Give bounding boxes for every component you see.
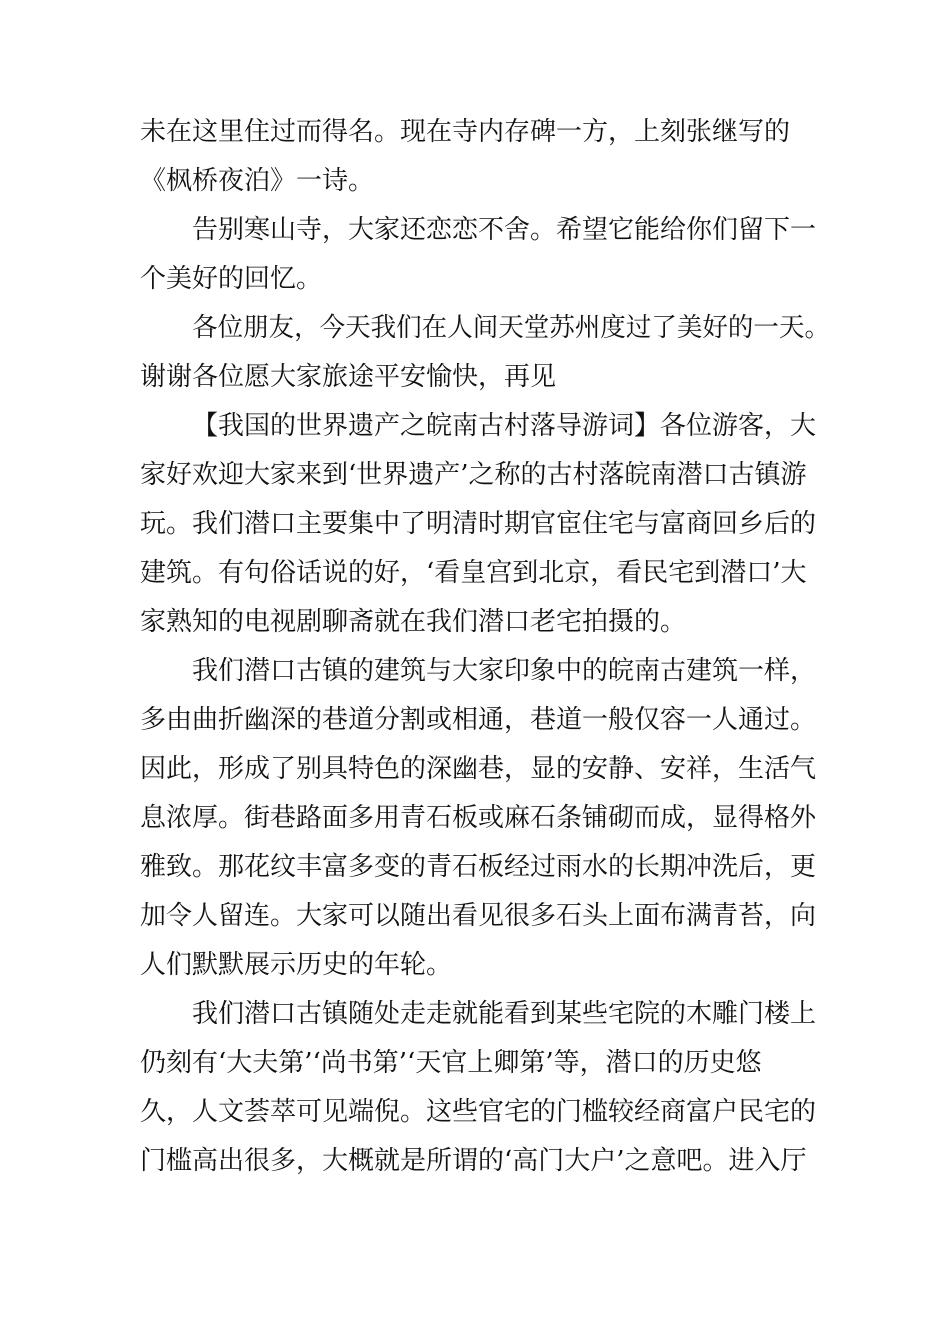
text-line: 各位朋友，今天我们在人间天堂苏州度过了美好的一天。 [192,313,830,343]
text-line: 建筑。有句俗话说的好，‘看皇宫到北京，看民宅到潜口’大 [140,558,807,588]
text-line: 人们默默展示历史的年轮。 [140,950,453,980]
text-line: 息浓厚。街巷路面多用青石板或麻石条铺砌而成，显得格外 [140,803,817,833]
text-line: 我们潜口古镇的建筑与大家印象中的皖南古建筑一样， [192,656,817,686]
text-line: 我们潜口古镇随处走走就能看到某些宅院的木雕门楼上 [192,999,817,1029]
text-line: 门槛高出很多，大概就是所谓的‘高门大户’之意吧。进入厅 [140,1146,807,1176]
text-line: 谢谢各位愿大家旅途平安愉快，再见 [140,362,557,392]
text-line: 《枫桥夜泊》一诗。 [140,166,375,196]
text-line: 加令人留连。大家可以随出看见很多石头上面布满青苔，向 [140,901,817,931]
text-line: 家熟知的电视剧聊斋就在我们潜口老宅拍摄的。 [140,607,687,637]
text-line: 雅致。那花纹丰富多变的青石板经过雨水的长期冲洗后，更 [140,852,817,882]
text-line: 未在这里住过而得名。现在寺内存碑一方，上刻张继写的 [140,117,791,147]
text-line: 仍刻有‘大夫第’‘尚书第’‘天官上卿第’等，潜口的历史悠 [140,1048,762,1078]
text-line: 家好欢迎大家来到‘世界遗产’之称的古村落皖南潜口古镇游 [140,460,807,490]
text-line: 个美好的回忆。 [140,264,323,294]
text-line: 多由曲折幽深的巷道分割或相通，巷道一般仅容一人通过。 [140,705,817,735]
text-line: 玩。我们潜口主要集中了明清时期官宦住宅与富商回乡后的 [140,509,817,539]
text-line: 因此，形成了别具特色的深幽巷，显的安静、安祥，生活气 [140,754,817,784]
text-line: 久，人文荟萃可见端倪。这些官宅的门槛较经商富户民宅的 [140,1097,817,1127]
text-line: 【我国的世界遗产之皖南古村落导游词】各位游客，大 [192,411,817,441]
text-line: 告别寒山寺，大家还恋恋不舍。希望它能给你们留下一 [192,215,817,245]
document-body [140,108,830,1186]
